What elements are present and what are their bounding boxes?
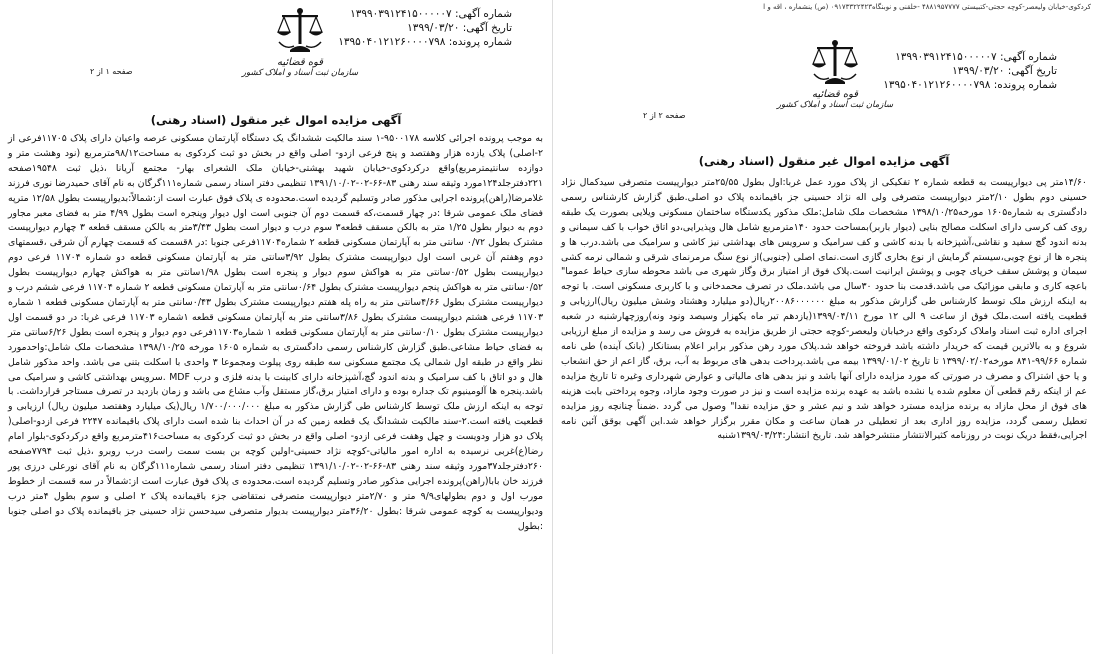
notice-title: آگهی مزایده اموال غیر منقول (اسناد رهنی) [698,154,950,168]
page-number: صفحه ۲ از ۲ [643,111,686,120]
file-number: ۱۳۹۵۰۴۰۱۲۱۲۶۰۰۰۰۷۹۸ [883,79,991,91]
notice-body: به موجب پرونده اجرائی کلاسه ۹۵۰۰۱۷۸-۱ سند مالکیت ششدانگ یک دستگاه آپارتمان مسکونی عرصه واعیان دارای پلاک ۱۱۷۰۵فرعی از ۲-اصلی) پلاک یازده هزار وهفتصد و پنج فرعی ازدو- اصلی واقع در بخش دو ثبت کردکوی به مساحت۹۸/۱۲مترمربع (نود وهشت متر و دوازده سانتیمترمربع)واقع درکردکوی-خیابان شهید بهشتی-خیابان ملک الشعرای بهار- مجتمع آریانا ،ذیل ثبت ۱۹۵۴۸صفحه ۲۲۱دفترجلد۱۲۴مورد وثیقه سند رهنی ۸۳-۶۶-۰۲-۱۳۹۱/۱۰/۰۲ تنظیمی دفتر اسناد رسمی شماره۱۱۱گرگان به نام آقای حمیدرضا نوری فرزند غلامرضا(راهن)پرونده اجرایی مذکور صادر وتسلیم گردیده است.محدوده ی پلاک فوق عبارت است از:شمالاً:بدیوارپیست بطول ۱۲/۵۸ مترپه فضای ملک عمومی شرقا :در چهار قسمت،که قسمت دوم آن جنوبی است اول دیوار وپنجره است بطول ۴/۹۹ متر به فضای معبر مجاور دوم به دیوار بطول ۱/۲۵ متر به بالکن مسقف قطعه۳ سوم درب و دیوار است بطول ۳/۴۳متر به بالکن مسقف قطعه ۳ چهارم دیوارپیست مشترک بطول ۰/۷۲ سانتی متر به آپارتمان مسکونی قطعه ۲ شماره۱۱۷۰۴فرعی جنوبا :در ۸قسمت که قسمت چهارم آن شرقی ،قسمتهای دوم وهفتم آن غربی است اول دیوارپیست مشترک بطول ۳/۹۲سانتی متر به آپارتمان مسکونی قطعه دو شماره ۱۱۷۰۴ فرعی دوم دیوارپیست بطول ۰/۵۲سانتی متر به هواکش سوم دیوار و پنجره است بطول ۱/۹۸سانتی متر به هواکش چهارم دیوارپیست بطول ۰/۵۲سانتی متر به هواکش پنجم دیوارپیست مشترک بطول ۰/۶۴سانتی متر به آپارتمان مسکونی قطعه ۲ شماره ۱۱۷۰۴ فرعی ششم درب و دیوارپیست مشترک بطول ۴/۶۶سانتی متر به راه پله هفتم دیوارپیست مشترک بطول ۰/۴۳سانتی متر به آپارتمان مسکونی قطعه ۱ شماره ۱۱۷۰۳ فرعی هشتم دیوارپیست مشترک بطول ۳/۸۶سانتی متر به آپارتمان مسکونی قطعه ۱شماره ۱۱۷۰۳ فرعی غربا: در دو قسمت اول دیوارپیست مشترک بطول ۰/۱۰سانتی متر به آپارتمان مسکونی قطعه ۱ شماره۱۱۷۰۳فرعی دوم دیوار و پنجره است بطول ۶/۲۶سانتی متر به فضای حیاط مشاعی.طبق گزارش کارشناس رسمی دادگستری به شماره ۱۶۰۵ مورخه ۱۳۹۸/۱۰/۲۵ مشخصات ملک شامل:واحدمورد نظر واقع در طبقه اول شمالی یک مجتمع مسکونی سه طبقه روی پیلوت ومجموعا ۳ واحدی با اسکلت بتنی می باشد. واحد مذکور شامل هال و دو اتاق با کف سرامیک و بدنه اندود گچ،آشپزخانه دارای کابینت با بدنه فلزی و درب MDF .سرویس بهداشتی کاشی و سرامیک می باشد.پنجره ها آلومینیوم تک جداره بوده و دارای امتیاز برق،گاز مستقل وآب مشاع می باشد و زمان بازدید در تصرف مستاجر قرارداشت. با توجه به اینکه ارزش ملک توسط کارشناس طی گزارش مذکور به مبلغ ۱/۷۰۰/۰۰۰/۰۰۰ ریال(یک میلیارد وهفتصد میلیون ریال) ارزیابی و قطعیت یافته است.۲-سند مالکیت ششدانگ یک قطعه زمین که در آن احداث بنا شده است دارای پلاک باقیمانده ۲۲۴۷ فرعی ازدو-اصلی( پلاک دو هزار ودویست و چهل وهفت فرعی ازدو- اصلی واقع در بخش دو ثبت کردکوی به مساحت۴۱۶مترمربع واقع درکردکوی-بلوار امام رضا(ع)غربی نرسیده به اداره امور مالیاتی-کوچه نژاد حسینی-اولین کوچه بن بست سمت راست درب روبرو ،ذیل ثبت ۷۷۹۴صفحه ۲۶۰دفترجلد۳۷مورد وثیقه سند رهنی ۸۳-۶۶-۰۲-۱۳۹۱/۱۰/۰۲ تنظیمی دفتر اسناد رسمی شماره۱۱۱گرگان به نام آقای نورعلی درزی پور فرزند خان بابا(راهن)پرونده اجرایی مذکور صادر وتسلیم گردیده است.محدوده ی پلاک فوق عبارت است از:شمالاً در سه قسمت از خطوط مورب اول و دوم بطولهای۹/۹ متر و ۲/۷۰متر دیوارپیست متصرفی نمتقاضی جزء باقیمانده پلاک ۲ اصلی و سوم بطول ۴متر درب ودیوارپیست به کوچه عمومی شرقا :بطول ۳۶/۲۰متر دیوارپیست بدیوار متصرفی سیدحسن نژاد حسینی جز باقیمانده پلاک دو اصلی جنوبا :بطول [8,133,544,532]
notice-number-label: شماره آگهی: [454,8,512,20]
notice-date: ۱۳۹۹/۰۳/۲۰ [407,22,460,34]
notice-number: ۱۳۹۹۰۳۹۱۲۴۱۵۰۰۰۰۰۷ [895,51,997,63]
org-name-registration: سازمان ثبت اسناد و املاک کشور [241,68,359,78]
file-number-label: شماره پرونده: [448,36,512,48]
notice-number-label: شماره آگهی: [999,51,1057,63]
org-name-registration: سازمان ثبت اسناد و املاک کشور [776,100,894,110]
org-name-judiciary: قوه قضائیه [811,89,859,100]
notice-number: ۱۳۹۹۰۳۹۱۲۴۱۵۰۰۰۰۰۷ [350,8,452,20]
notice-title: آگهی مزایده اموال غیر منقول (اسناد رهنی) [150,113,402,127]
notice-date: ۱۳۹۹/۰۳/۲۰ [952,65,1005,77]
scales-emblem-icon [809,38,861,88]
page-number: صفحه ۱ از ۲ [90,67,133,76]
notice-body: ۱۴/۶۰متر پی دیوارپیست به قطعه شماره ۲ تفکیکی از پلاک مورد عمل غربا:اول بطول ۲۵/۵۵متر دیوارپیست متصرفی سیدکمال نژاد حسینی دوم بطول ۲/۱۰متر دیوارپیست متصرفی ولی اله نژاد حسینی جز باقیمانده پلاک دو اصلی.طبق گزارش کارشناس رسمی دادگستری به شماره۱۶۰۵ مورخه۱۳۹۸/۱۰/۲۵ مشخصات ملک شامل:ملک مذکور یکدستگاه ساختمان مسکونی ویلایی بصورت یک طبقه روی کف کرسی دارای اسکلت مصالح بنایی (دیوار باربر)بمساحت حدود ۱۴۰مترمربع شامل هال وپذیرایی،دو اتاق خواب با کف سیمانی و بدنه اندود گچ سفید و نقاشی،آشپزخانه با بدنه کاشی و کف سرامیک و سرویس های بهداشتی نیز کاشی و سرامیک می باشد.درب ها و پنجره ها از نوع چوبی،سیستم گرمایش از نوع بخاری گازی است.نمای اصلی (جنوبی)از نوع سنگ مرمرنمای شرقی و شمالی نرمه کشی سیمان و پوشش سقف خرپای چوبی و پوشش ایرانیت است.پلاک فوق از امتیاز برق وگاز شهری می باشد محوطه سازی حیاط عموما" باعچه کاری و مابقی موزائیک می باشد.قدمت بنا حدود ۳۰سال می باشد.ملک در تصرف محمدخانی و با کاربری مسکونی است. با توجه به اینکه ارزش ملک توسط کارشناس طی گزارش مذکور به مبلغ ۲۰۰۸۶۰۰۰۰۰۰ریال(دو میلیارد وهشتاد وشش میلیون ریال)ارزیابی و قطعیت یافته است.ملک فوق از ساعت ۹ الی ۱۲ مورخ ۱۳۹۹/۰۴/۱۱(یازدهم تیر ماه یکهزار وسیصد ونود ونه)روزچهارشنبه در شعبه اجرای اداره ثبت اسناد واملاک کردکوی واقع درخیابان ولیعصر-کوچه حجتی از طریق مزایده به فروش می رسد و مزایده از مبلغ ارزیابی شروع و به بالاترین قیمت که خریدار داشته باشد فروخته خواهد شد.پلاک مورد رهن مذکور برابر اعلام بستانکار (بانک آینده) طی نامه شماره ۹۹/۶۶-۸۴۱ مورخه۱۳۹۹/۰۲/۰۲ تا تاریخ ۱۳۹۹/۰۱/۰۲ بیمه می باشد.پرداخت بدهی های مربوط به آب، برق، گاز اعم از حق انشعاب و یا حق اشتراک و مصرف در صورتی که مورد مزایده دارای آنها باشد و نیز بدهی های مالیاتی و عوارض شهرداری وغیره تا تاریخ مزایده عم از اینکه رقم قطعی آن معلوم شده یا نشده باشد به عهده برنده مزایده است و نیز در صورت وجود مازاد، وجوه پرداختی بابت هزینه های فوق از محل مازاد به برنده مزایده مسترد خواهد شد و نیم عشر و حق مزایده نقدا" وصول می گردد .ضمناً چنانچه روز مزایده تعطیل رسمی گردد، مزایده روز اداری بعد از تعطیلی در همان ساعت و مکان مقرر برگزار خواهد شد.این آگهی بوقق آئین نامه اجرایی،فقط دریک نوبت در روزنامه کثیرالانتشار منتشرخواهد شد. تاریخ انتشار:۱۳۹۹/۰۳/۲۴شنبه [561,177,1088,442]
judiciary-logo [775,38,895,110]
file-number-label: شماره پرونده: [993,79,1057,91]
notice-date-label: تاریخ آگهی: [1007,65,1057,77]
scales-emblem-icon [274,6,326,56]
publisher-header: کردکوی-خیابان ولیعصر-کوچه حجتی-کتبیستی ۴۸۸۱۹۵۷۷۷۷ -خلقنی و نوبنگاه۰۹۱۷۳۳۲۲۴۲۳ (ص) ینشماره ، اقه و ا [763,3,1091,11]
org-name-judiciary: قوه قضائیه [276,57,324,68]
notice-page-2 [553,0,1095,654]
judiciary-logo [240,6,360,78]
notice-date-label: تاریخ آگهی: [462,22,512,34]
file-number: ۱۳۹۵۰۴۰۱۲۱۲۶۰۰۰۰۷۹۸ [338,36,446,48]
